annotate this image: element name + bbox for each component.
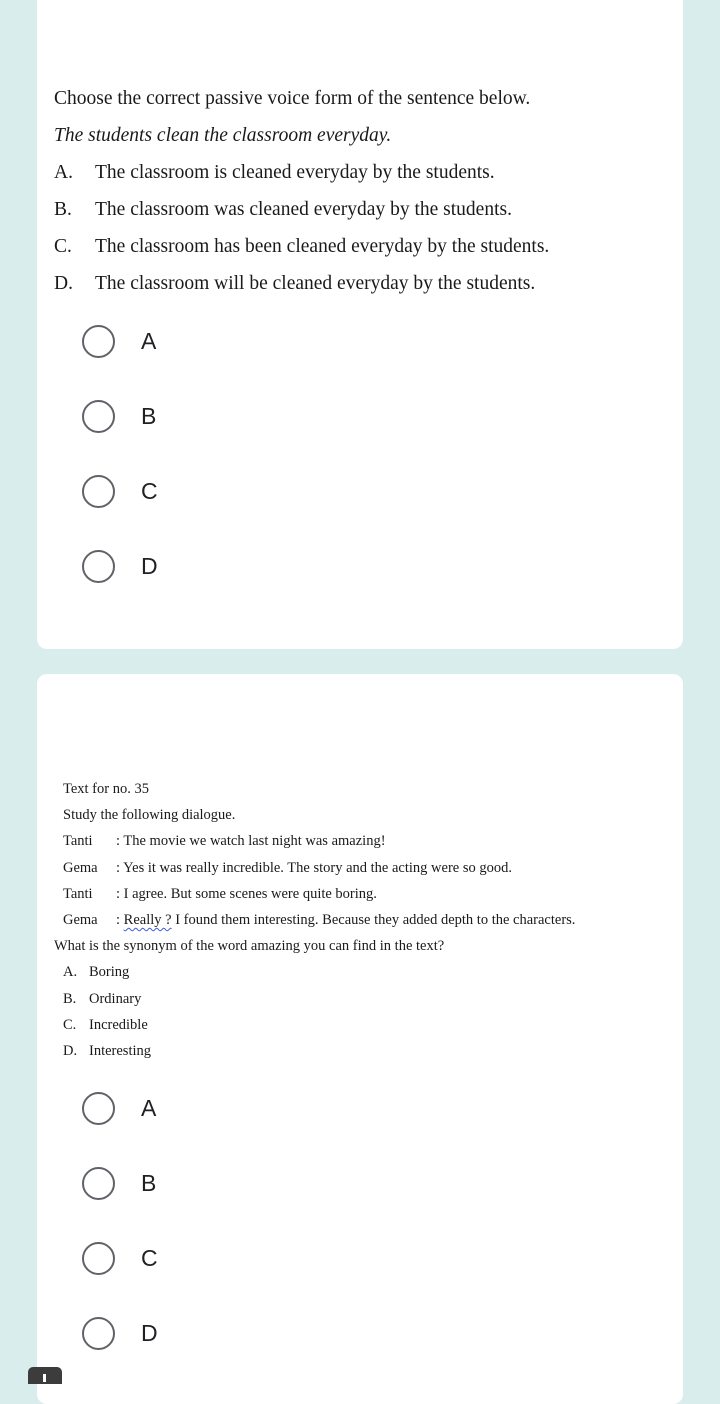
q1-radio-choice-c[interactable] bbox=[82, 475, 158, 508]
option-text: The classroom is cleaned everyday by the students. bbox=[95, 162, 495, 183]
question-2-image-text bbox=[54, 776, 634, 1064]
radio-button[interactable] bbox=[82, 1092, 115, 1125]
option-text: The classroom has been cleaned everyday by the students. bbox=[95, 236, 550, 257]
question-2-instruction: Study the following dialogue. bbox=[63, 807, 236, 824]
q2-radio-choice-c[interactable] bbox=[82, 1242, 158, 1275]
radio-label[interactable]: A bbox=[141, 328, 157, 354]
dialogue-speaker: Gema bbox=[63, 912, 98, 929]
option-text: Ordinary bbox=[89, 990, 142, 1007]
radio-label[interactable]: A bbox=[141, 1095, 157, 1121]
option-letter: C. bbox=[63, 1016, 77, 1033]
dialogue-speaker: Tanti bbox=[63, 833, 93, 850]
dialogue-text: : The movie we watch last night was amazing! bbox=[116, 833, 386, 850]
option-text: Interesting bbox=[89, 1043, 152, 1060]
question-1-image-text bbox=[54, 80, 634, 302]
option-text: The classroom will be cleaned everyday by the students. bbox=[95, 273, 536, 294]
radio-label[interactable]: B bbox=[141, 403, 157, 429]
question-1-option-c bbox=[54, 228, 634, 265]
radio-button[interactable] bbox=[82, 475, 115, 508]
dialogue-line bbox=[54, 828, 634, 854]
question-1-option-b bbox=[54, 191, 634, 228]
option-letter: A. bbox=[54, 162, 73, 183]
radio-label[interactable]: D bbox=[141, 1320, 158, 1346]
dialogue-rest: I found them interesting. Because they added depth to the characters. bbox=[171, 912, 576, 929]
dialogue-line bbox=[54, 907, 634, 933]
question-2-prompt: What is the synonym of the word amazing you can find in the text? bbox=[54, 938, 445, 955]
option-text: The classroom was cleaned everyday by the students. bbox=[95, 199, 512, 220]
question-2-option-d bbox=[54, 1038, 634, 1064]
q2-radio-choice-b[interactable] bbox=[82, 1167, 156, 1200]
question-1-option-d bbox=[54, 265, 634, 302]
dialogue-text: : I agree. But some scenes were quite boring. bbox=[116, 885, 377, 902]
radio-button[interactable] bbox=[82, 400, 115, 433]
radio-button[interactable] bbox=[82, 550, 115, 583]
dialogue-text: : Yes it was really incredible. The story and the acting were so good. bbox=[116, 859, 512, 876]
q2-radio-choice-d[interactable] bbox=[82, 1317, 158, 1350]
radio-button[interactable] bbox=[82, 1317, 115, 1350]
spellcheck-marked-word: Really ? bbox=[123, 912, 172, 929]
option-letter: A. bbox=[63, 964, 78, 981]
radio-button[interactable] bbox=[82, 325, 115, 358]
radio-label[interactable]: C bbox=[141, 1245, 158, 1271]
option-letter: B. bbox=[54, 199, 72, 220]
option-letter: C. bbox=[54, 236, 72, 257]
q1-radio-choice-a[interactable] bbox=[82, 325, 156, 358]
option-letter: D. bbox=[54, 273, 73, 294]
question-2-option-c bbox=[54, 1012, 634, 1038]
option-text: Boring bbox=[89, 964, 130, 981]
q1-radio-choice-d[interactable] bbox=[82, 550, 158, 583]
dialogue-speaker: Tanti bbox=[63, 885, 93, 902]
bottom-handle-icon[interactable] bbox=[28, 1367, 62, 1384]
radio-button[interactable] bbox=[82, 1242, 115, 1275]
question-1-sentence: The students clean the classroom everyday. bbox=[54, 125, 392, 146]
option-letter: B. bbox=[63, 990, 77, 1007]
dialogue-line bbox=[54, 881, 634, 907]
dialogue-speaker: Gema bbox=[63, 859, 98, 876]
text-for-label: Text for no. 35 bbox=[63, 781, 149, 797]
radio-button[interactable] bbox=[82, 1167, 115, 1200]
option-text: Incredible bbox=[89, 1016, 148, 1033]
dialogue-text bbox=[116, 907, 575, 933]
question-1-option-a bbox=[54, 154, 634, 191]
dialogue-prefix: : bbox=[116, 912, 124, 929]
option-letter: D. bbox=[63, 1043, 78, 1060]
question-1-instruction: Choose the correct passive voice form of the sentence below. bbox=[54, 88, 531, 109]
radio-label[interactable]: D bbox=[141, 553, 158, 579]
radio-label[interactable]: C bbox=[141, 478, 158, 504]
dialogue-line bbox=[54, 855, 634, 881]
q1-radio-choice-b[interactable] bbox=[82, 400, 156, 433]
question-2-option-a bbox=[54, 959, 634, 985]
q2-radio-choice-a[interactable] bbox=[82, 1092, 156, 1125]
question-2-option-b bbox=[54, 986, 634, 1012]
radio-label[interactable]: B bbox=[141, 1170, 157, 1196]
